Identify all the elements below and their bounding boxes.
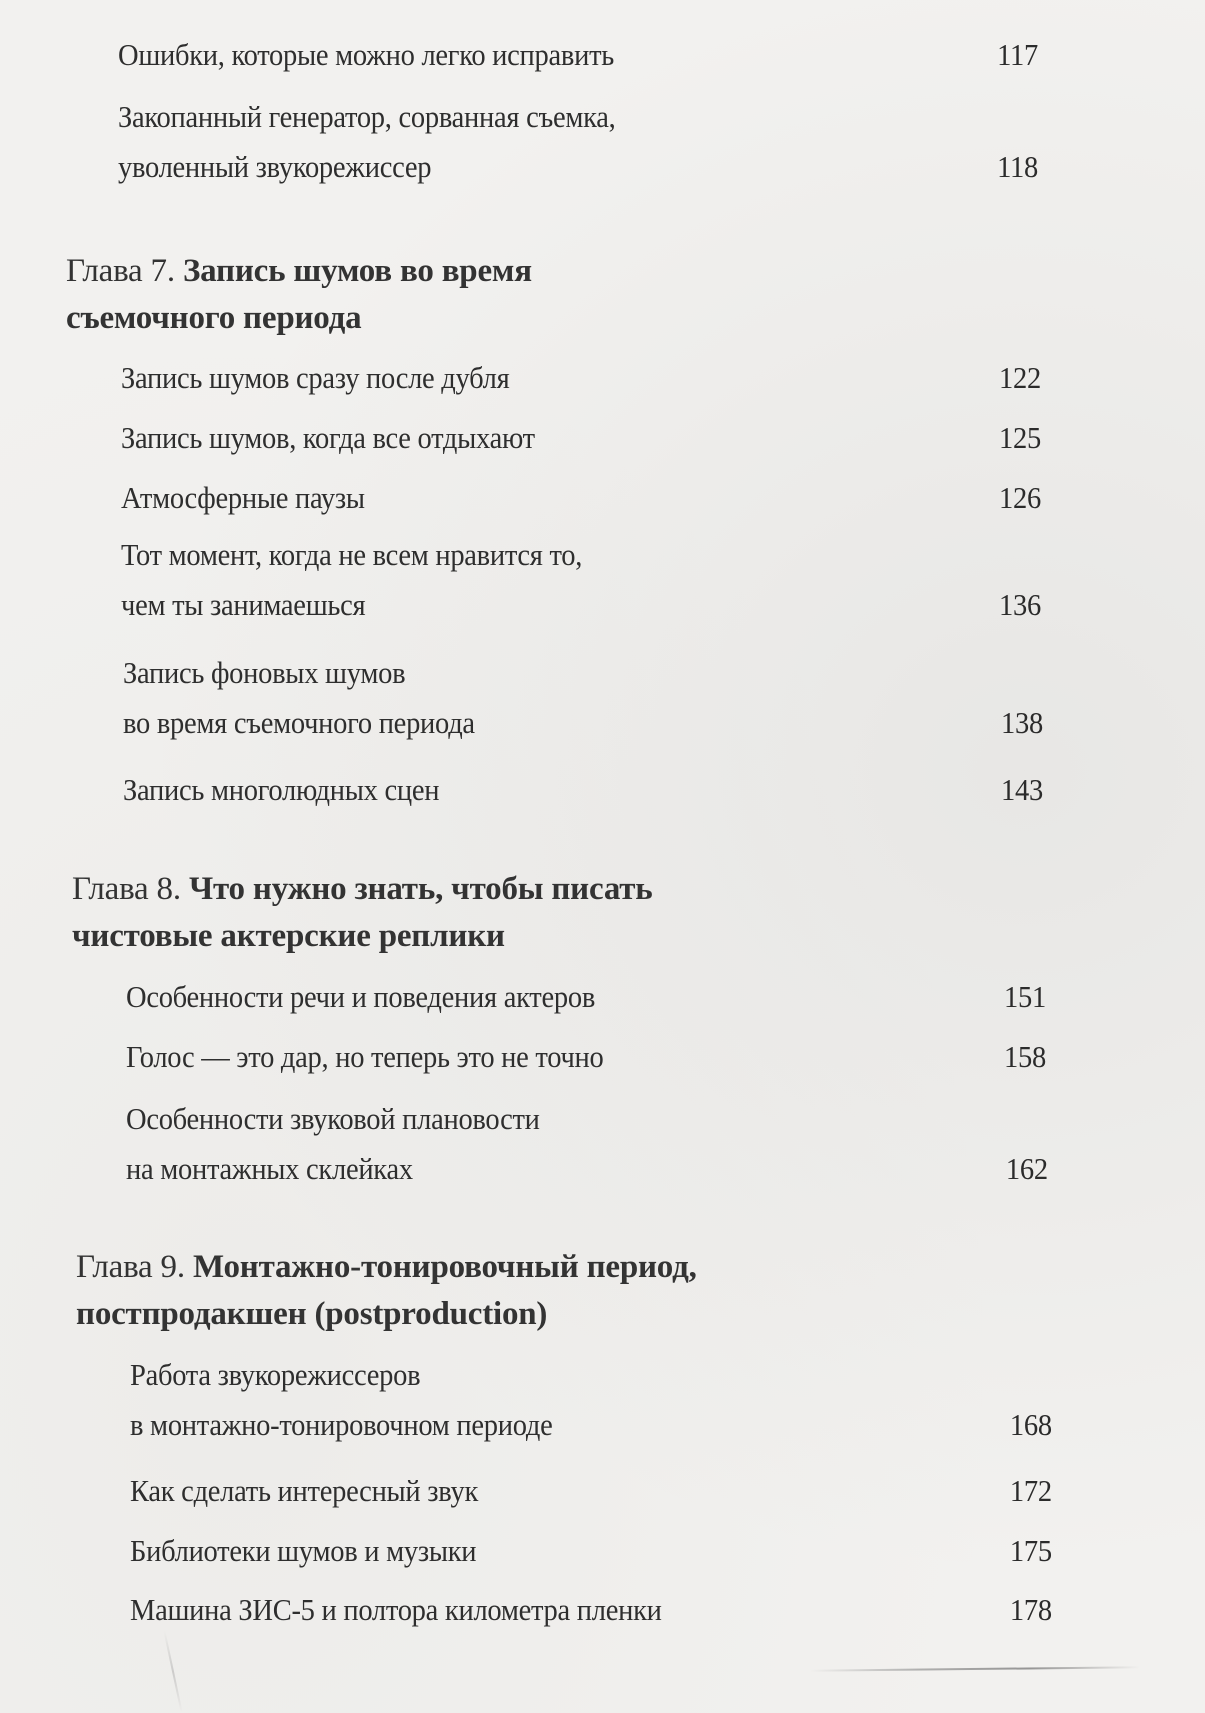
dot-leader [368,479,995,510]
page-number: 168 [1009,1407,1052,1442]
toc-entry [126,972,1046,1022]
page-number: 125 [999,420,1041,455]
entry-title: Голос — это дар, но теперь это не точно [126,1039,604,1074]
entry-title: Атмосферные паузы [121,480,365,515]
entry-title-line: чем ты занимаешься [121,587,366,622]
dot-leader [443,771,997,802]
chapter-title-line: чистовые актерские реплики [72,918,505,954]
paper-scuff-mark [810,1666,1140,1671]
entry-title: Запись шумов сразу после дубля [121,360,510,395]
page-number: 118 [997,149,1038,184]
chapter-title-line: постпродакшен (postproduction) [76,1296,548,1332]
chapter-heading [66,248,532,342]
dot-leader [417,1150,1003,1181]
dot-leader [513,359,995,390]
chapter-title-line: Монтажно-тонировочный период, [192,1249,697,1285]
entry-title-line: уволенный звукорежиссер [118,149,432,184]
chapter-title-line: съемочного периода [66,300,362,336]
toc-entry [130,1466,1052,1516]
entry-title: Как сделать интересный звук [130,1473,479,1508]
dot-leader [556,1406,1006,1437]
toc-entry [118,30,1038,80]
toc-entry [121,413,1041,463]
dot-leader [665,1591,1006,1622]
dot-leader [479,704,998,735]
page-number: 158 [1004,1039,1046,1074]
page-number: 122 [999,360,1041,395]
entry-title-line: во время съемочного периода [123,705,475,740]
toc-entry [130,1526,1052,1576]
toc-entry [121,473,1041,523]
entry-title: Запись многолюдных сцен [123,772,440,807]
chapter-title-line: Что нужно знать, чтобы писать [188,871,653,907]
toc-entry [130,1585,1052,1635]
entry-title-line: Особенности звуковой плановости [126,1101,540,1136]
entry-title-line: на монтажных склейках [126,1151,413,1186]
dot-leader [539,419,996,450]
dot-leader [369,586,995,617]
chapter-number: Глава 8. [72,871,181,907]
dot-leader [607,1038,1000,1069]
chapter-heading [72,866,653,960]
page-number: 117 [997,37,1038,72]
page-number: 178 [1009,1592,1052,1627]
toc-entry [126,1032,1046,1082]
dot-leader [482,1472,1006,1503]
toc-entry [123,765,1043,815]
toc-entry [126,1094,1048,1194]
page-number: 126 [999,480,1041,515]
dot-leader [618,36,994,67]
dot-leader [480,1532,1006,1563]
page-number: 172 [1009,1473,1052,1508]
entry-title: Особенности речи и поведения актеров [126,979,596,1014]
page-number: 136 [999,587,1041,622]
dot-leader [599,978,1001,1009]
entry-title-line: Работа звукорежиссеров [130,1357,421,1392]
entry-title-line: Тот момент, когда не всем нравится то, [121,537,583,572]
entry-title-line: Запись фоновых шумов [123,655,406,690]
entry-title: Библиотеки шумов и музыки [130,1533,477,1568]
page-number: 138 [1001,705,1043,740]
chapter-number: Глава 7. [66,253,175,289]
chapter-title-line: Запись шумов во время [182,253,532,289]
toc-entry [121,530,1041,630]
page-number: 162 [1005,1151,1048,1186]
entry-title-line: Закопанный генератор, сорванная съемка, [118,99,616,134]
page-number: 143 [1001,772,1043,807]
entry-title: Машина ЗИС-5 и полтора километра пленки [130,1592,662,1627]
toc-entry [121,353,1041,403]
page-number: 151 [1004,979,1046,1014]
toc-entry [118,92,1038,192]
paper-fold-line [163,1631,182,1713]
chapter-heading [76,1244,697,1338]
dot-leader [435,148,994,179]
page-number: 175 [1009,1533,1052,1568]
toc-entry [130,1350,1052,1450]
entry-title: Запись шумов, когда все отдыхают [121,420,535,455]
entry-title-line: в монтажно-тонировочном периоде [130,1407,553,1442]
chapter-number: Глава 9. [76,1249,185,1285]
toc-entry [123,648,1043,748]
entry-title: Ошибки, которые можно легко исправить [118,37,614,72]
